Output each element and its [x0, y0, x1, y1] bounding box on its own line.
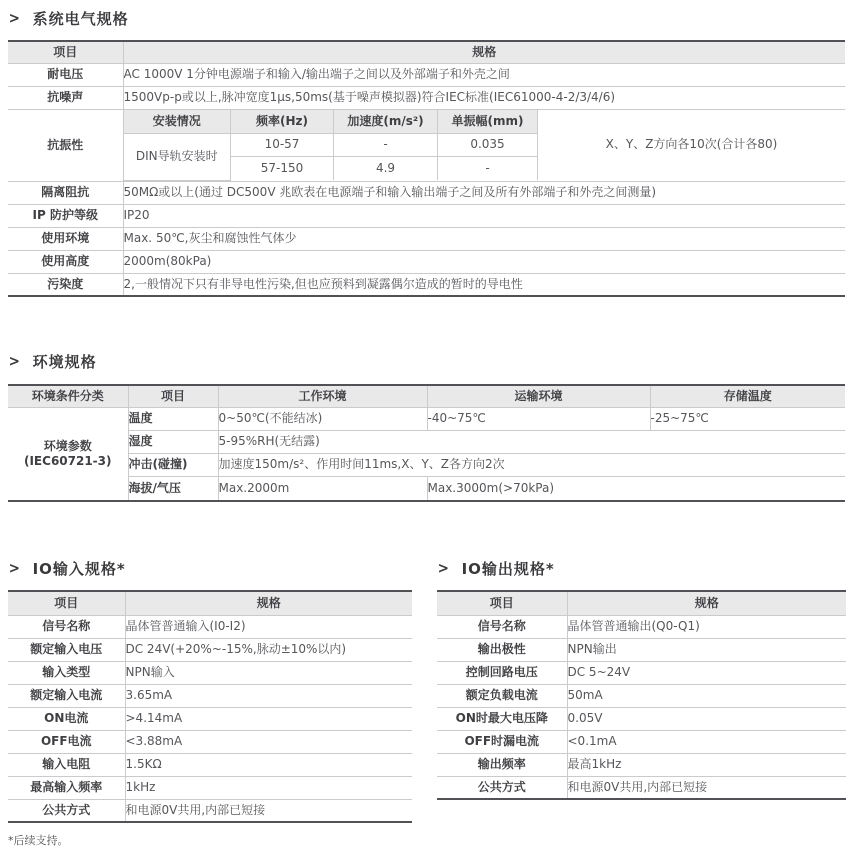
- temperature-working: 0~50℃(不能结冰): [218, 407, 427, 430]
- section-title-text: IO输入规格*: [32, 559, 126, 578]
- chevron-right-icon: >: [8, 9, 20, 27]
- section-title-electrical: [8, 8, 853, 28]
- row-value: 和电源0V共用,内部已短接: [567, 776, 846, 799]
- row-label: 输出极性: [437, 638, 567, 661]
- altitude-other: Max.3000m(>70kPa): [427, 476, 845, 501]
- category-line1: 环境参数: [43, 438, 92, 453]
- table-row: [437, 661, 846, 684]
- row-label: 公共方式: [437, 776, 567, 799]
- row-label: 控制回路电压: [437, 661, 567, 684]
- vibration-subtable: [124, 110, 846, 181]
- table-row: [8, 661, 412, 684]
- footnote: *后续支持。: [8, 834, 69, 847]
- row-value: 晶体管普通输出(Q0-Q1): [567, 615, 846, 638]
- row-label: IP 防护等级: [8, 204, 123, 227]
- frequency-value: 57-150: [231, 157, 334, 181]
- chevron-right-icon: >: [8, 559, 20, 577]
- row-label: 使用环境: [8, 227, 123, 250]
- chevron-right-icon: >: [8, 352, 20, 370]
- chevron-right-icon: >: [437, 559, 449, 577]
- table-row: [437, 615, 846, 638]
- row-value: <3.88mA: [125, 730, 412, 753]
- column-header-item: 项目: [437, 591, 567, 615]
- column-header-working: 工作环境: [218, 385, 427, 407]
- table-row: [8, 250, 845, 273]
- table-row: [8, 707, 412, 730]
- temperature-transport: -40~75℃: [427, 407, 650, 430]
- row-value: 2,一般情况下只有非导电性污染,但也应预料到凝露偶尔造成的暂时的导电性: [123, 273, 845, 296]
- column-header-amplitude: 单振幅(mm): [438, 110, 538, 134]
- table-row: [437, 753, 846, 776]
- io-output-column: [437, 558, 846, 823]
- row-value: <0.1mA: [567, 730, 846, 753]
- humidity-value: 5-95%RH(无结露): [218, 430, 845, 453]
- environment-spec-table: [8, 384, 845, 502]
- row-value: 和电源0V共用,内部已短接: [125, 799, 412, 822]
- row-value: 晶体管普通输入(I0-I2): [125, 615, 412, 638]
- row-value: 1kHz: [125, 776, 412, 799]
- row-label: 湿度: [128, 430, 218, 453]
- column-header-spec: 规格: [125, 591, 412, 615]
- row-label: 冲击(碰撞): [128, 453, 218, 476]
- column-header-item: 项目: [8, 41, 123, 63]
- table-row: [8, 227, 845, 250]
- table-row: [8, 799, 412, 822]
- mount-condition: DIN导轨安装时: [124, 133, 231, 180]
- table-row: [8, 181, 845, 204]
- row-label: 污染度: [8, 273, 123, 296]
- acceleration-value: 4.9: [334, 157, 438, 181]
- column-header-frequency: 频率(Hz): [231, 110, 334, 134]
- row-value: NPN输入: [125, 661, 412, 684]
- table-row: [437, 638, 846, 661]
- table-row: [8, 638, 412, 661]
- temperature-storage: -25~75℃: [650, 407, 845, 430]
- row-value: Max. 50℃,灰尘和腐蚀性气体少: [123, 227, 845, 250]
- section-title-environment: [8, 351, 853, 371]
- vibration-subtable-cell: [123, 109, 845, 181]
- row-label: OFF时漏电流: [437, 730, 567, 753]
- section-title-text: IO输出规格*: [461, 559, 555, 578]
- row-value: 3.65mA: [125, 684, 412, 707]
- table-row: [8, 430, 845, 453]
- row-label: 输入类型: [8, 661, 125, 684]
- row-label: 额定输入电流: [8, 684, 125, 707]
- electrical-spec-table: [8, 40, 845, 297]
- row-label: 抗振性: [8, 109, 123, 181]
- row-value: 2000m(80kPa): [123, 250, 845, 273]
- io-input-column: [8, 558, 412, 823]
- row-label: 隔离阻抗: [8, 181, 123, 204]
- row-label: 耐电压: [8, 63, 123, 86]
- row-value: DC 5~24V: [567, 661, 846, 684]
- table-header-row: [437, 591, 846, 615]
- row-label: 使用高度: [8, 250, 123, 273]
- table-row: [8, 615, 412, 638]
- row-value: 50MΩ或以上(通过 DC500V 兆欧表在电源端子和输入输出端子之间及所有外部端子和外壳之间测量): [123, 181, 845, 204]
- vibration-header-row: [124, 110, 846, 134]
- io-output-table: [437, 590, 846, 800]
- row-label: ON电流: [8, 707, 125, 730]
- section-title-text: 环境规格: [32, 352, 97, 371]
- table-row: [8, 753, 412, 776]
- table-row: [437, 707, 846, 730]
- table-row: [8, 776, 412, 799]
- shock-value: 加速度150m/s²、作用时间11ms,X、Y、Z各方向2次: [218, 453, 845, 476]
- row-value: IP20: [123, 204, 845, 227]
- table-row: [437, 730, 846, 753]
- table-row: [8, 684, 412, 707]
- section-title-io-input: [8, 558, 412, 578]
- row-label: 最高输入频率: [8, 776, 125, 799]
- table-row: [8, 204, 845, 227]
- table-row: [8, 453, 845, 476]
- row-value: 最高1kHz: [567, 753, 846, 776]
- row-label: 温度: [128, 407, 218, 430]
- row-value: 1500Vp-p或以上,脉冲宽度1μs,50ms(基于噪声模拟器)符合IEC标准(IEC61000-4-2/3/4/6): [123, 86, 845, 109]
- column-header-item: 项目: [128, 385, 218, 407]
- column-header-storage: 存储温度: [650, 385, 845, 407]
- frequency-value: 10-57: [231, 133, 334, 157]
- row-label: 信号名称: [8, 615, 125, 638]
- row-value: AC 1000V 1分钟电源端子和输入/输出端子之间以及外部端子和外壳之间: [123, 63, 845, 86]
- column-header-spec: 规格: [123, 41, 845, 63]
- row-label: 海拔/气压: [128, 476, 218, 501]
- table-row: [8, 63, 845, 86]
- category-line2: (IEC60721-3): [23, 453, 112, 468]
- column-header-spec: 规格: [567, 591, 846, 615]
- environment-category-cell: [8, 407, 128, 501]
- section-title-text: 系统电气规格: [32, 9, 129, 28]
- row-label: ON时最大电压降: [437, 707, 567, 730]
- row-label: OFF电流: [8, 730, 125, 753]
- row-label: 抗噪声: [8, 86, 123, 109]
- altitude-working: Max.2000m: [218, 476, 427, 501]
- column-header-category: 环境条件分类: [8, 385, 128, 407]
- row-value: >4.14mA: [125, 707, 412, 730]
- table-row: [8, 407, 845, 430]
- table-row: [8, 476, 845, 501]
- vibration-note: X、Y、Z方向各10次(合计各80): [538, 110, 846, 181]
- table-row: [8, 273, 845, 296]
- acceleration-value: -: [334, 133, 438, 157]
- table-header-row: [8, 41, 845, 63]
- column-header-item: 项目: [8, 591, 125, 615]
- io-input-table: [8, 590, 412, 823]
- table-row: [8, 86, 845, 109]
- row-value: 0.05V: [567, 707, 846, 730]
- row-label: 公共方式: [8, 799, 125, 822]
- table-header-row: [8, 385, 845, 407]
- table-row: [8, 730, 412, 753]
- row-value: DC 24V(+20%~-15%,脉动±10%以内): [125, 638, 412, 661]
- column-header-mount: 安装情况: [124, 110, 231, 134]
- table-header-row: [8, 591, 412, 615]
- row-label: 输出频率: [437, 753, 567, 776]
- row-value: NPN输出: [567, 638, 846, 661]
- section-title-io-output: [437, 558, 846, 578]
- column-header-acceleration: 加速度(m/s²): [334, 110, 438, 134]
- row-value: 1.5KΩ: [125, 753, 412, 776]
- io-section: [8, 558, 853, 823]
- row-value: 50mA: [567, 684, 846, 707]
- amplitude-value: -: [438, 157, 538, 181]
- table-row-vibration: [8, 109, 845, 181]
- row-label: 信号名称: [437, 615, 567, 638]
- table-row: [437, 684, 846, 707]
- table-row: [437, 776, 846, 799]
- row-label: 额定输入电压: [8, 638, 125, 661]
- row-label: 额定负载电流: [437, 684, 567, 707]
- column-header-transport: 运输环境: [427, 385, 650, 407]
- row-label: 输入电阻: [8, 753, 125, 776]
- amplitude-value: 0.035: [438, 133, 538, 157]
